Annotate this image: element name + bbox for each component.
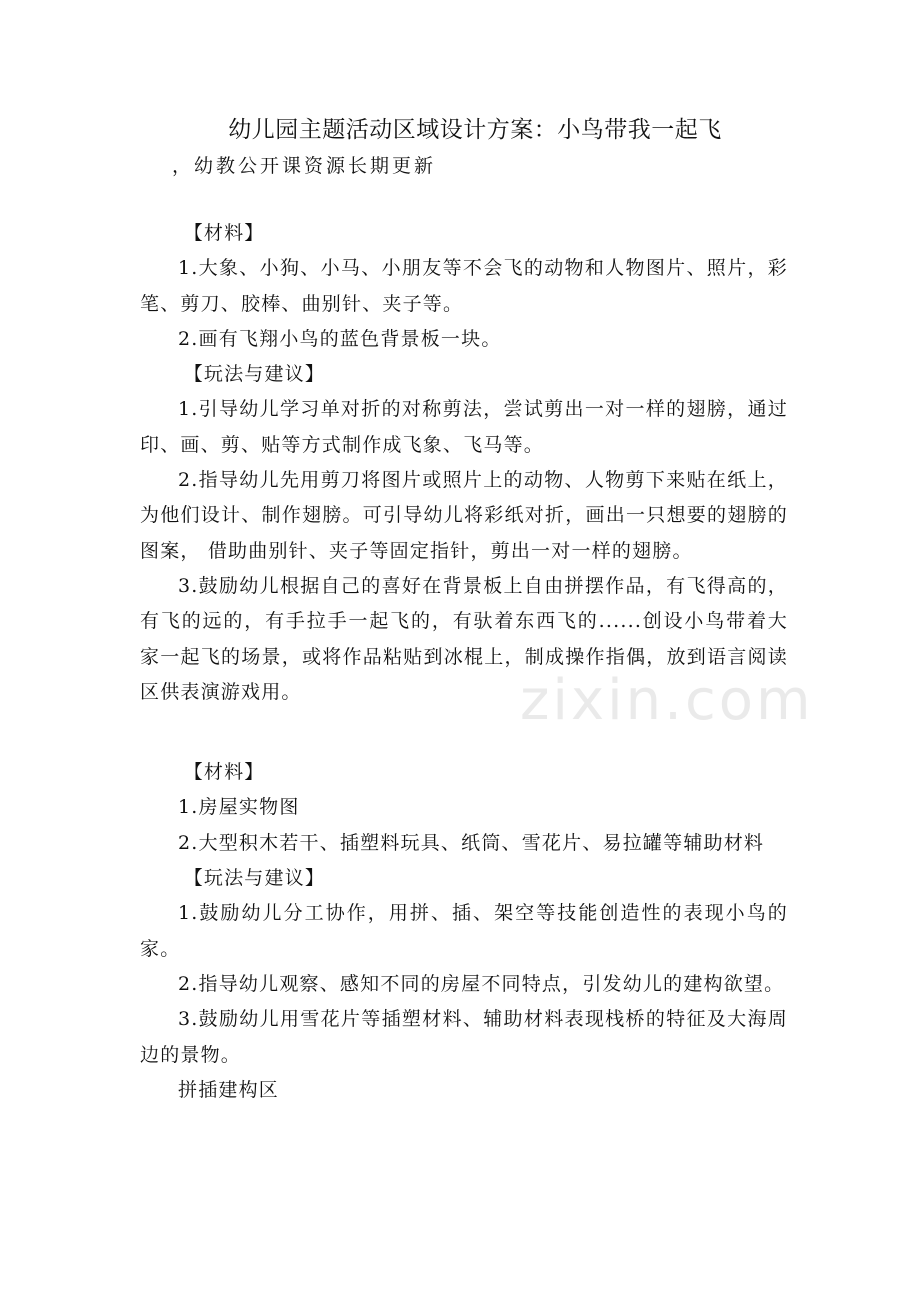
- section2-material-item: 2.大型积木若干、插塑料玩具、纸筒、雪花片、易拉罐等辅助材料: [178, 831, 765, 854]
- watermark: zixin.com: [520, 668, 814, 733]
- section2-area-label: 拼插建构区: [178, 1078, 280, 1101]
- section1-material-item: 1.大象、小狗、小马、小朋友等不会飞的动物和人物图片、照片，彩笔、剪刀、胶棒、曲别针、夹子等。: [140, 257, 788, 315]
- document-body: [140, 216, 788, 1108]
- section2-play-item: 2.指导幼儿观察、感知不同的房屋不同特点，引发幼儿的建构欲望。: [178, 972, 785, 995]
- section1-play-item: 2.指导幼儿先用剪刀将图片或照片上的动物、人物剪下来贴在纸上，为他们设计、制作翅膀。可引导幼儿将彩纸对折，画出一只想要的翅膀的图案， 借助曲别针、夹子等固定指针，剪出一对一样的翅膀。: [140, 469, 788, 562]
- document-title: 幼儿园主题活动区域设计方案：小鸟带我一起飞: [228, 117, 722, 143]
- section1-play-item: 1.引导幼儿学习单对折的对称剪法，尝试剪出一对一样的翅膀，通过印、画、剪、贴等方式制作成飞象、飞马等。: [140, 398, 788, 456]
- section1-play-item: 3.鼓励幼儿根据自己的喜好在背景板上自由拼摆作品，有飞得高的，有飞的远的，有手拉手一起飞的，有驮着东西飞的......创设小鸟带着大家一起飞的场景，或将作品粘贴到冰棍上，制成操作指偶，放到语言阅读区供表演游戏用。: [140, 574, 788, 703]
- section1-materials-heading: 【材料】: [183, 222, 265, 244]
- section2-materials-heading: 【材料】: [183, 761, 265, 784]
- section1-play-heading: 【玩法与建议】: [183, 363, 326, 386]
- section2-material-item: 1.房屋实物图: [178, 796, 300, 819]
- section2-play-item: 3.鼓励幼儿用雪花片等插塑材料、辅助材料表现栈桥的特征及大海周边的景物。: [140, 1008, 788, 1066]
- document-subtitle: ，幼教公开课资源长期更新: [172, 155, 437, 177]
- section2-play-item: 1.鼓励幼儿分工协作，用拼、插、架空等技能创造性的表现小鸟的家。: [140, 902, 788, 960]
- section-spacer: [140, 710, 788, 755]
- section1-material-item: 2.画有飞翔小鸟的蓝色背景板一块。: [178, 327, 502, 350]
- section2-play-heading: 【玩法与建议】: [183, 867, 326, 890]
